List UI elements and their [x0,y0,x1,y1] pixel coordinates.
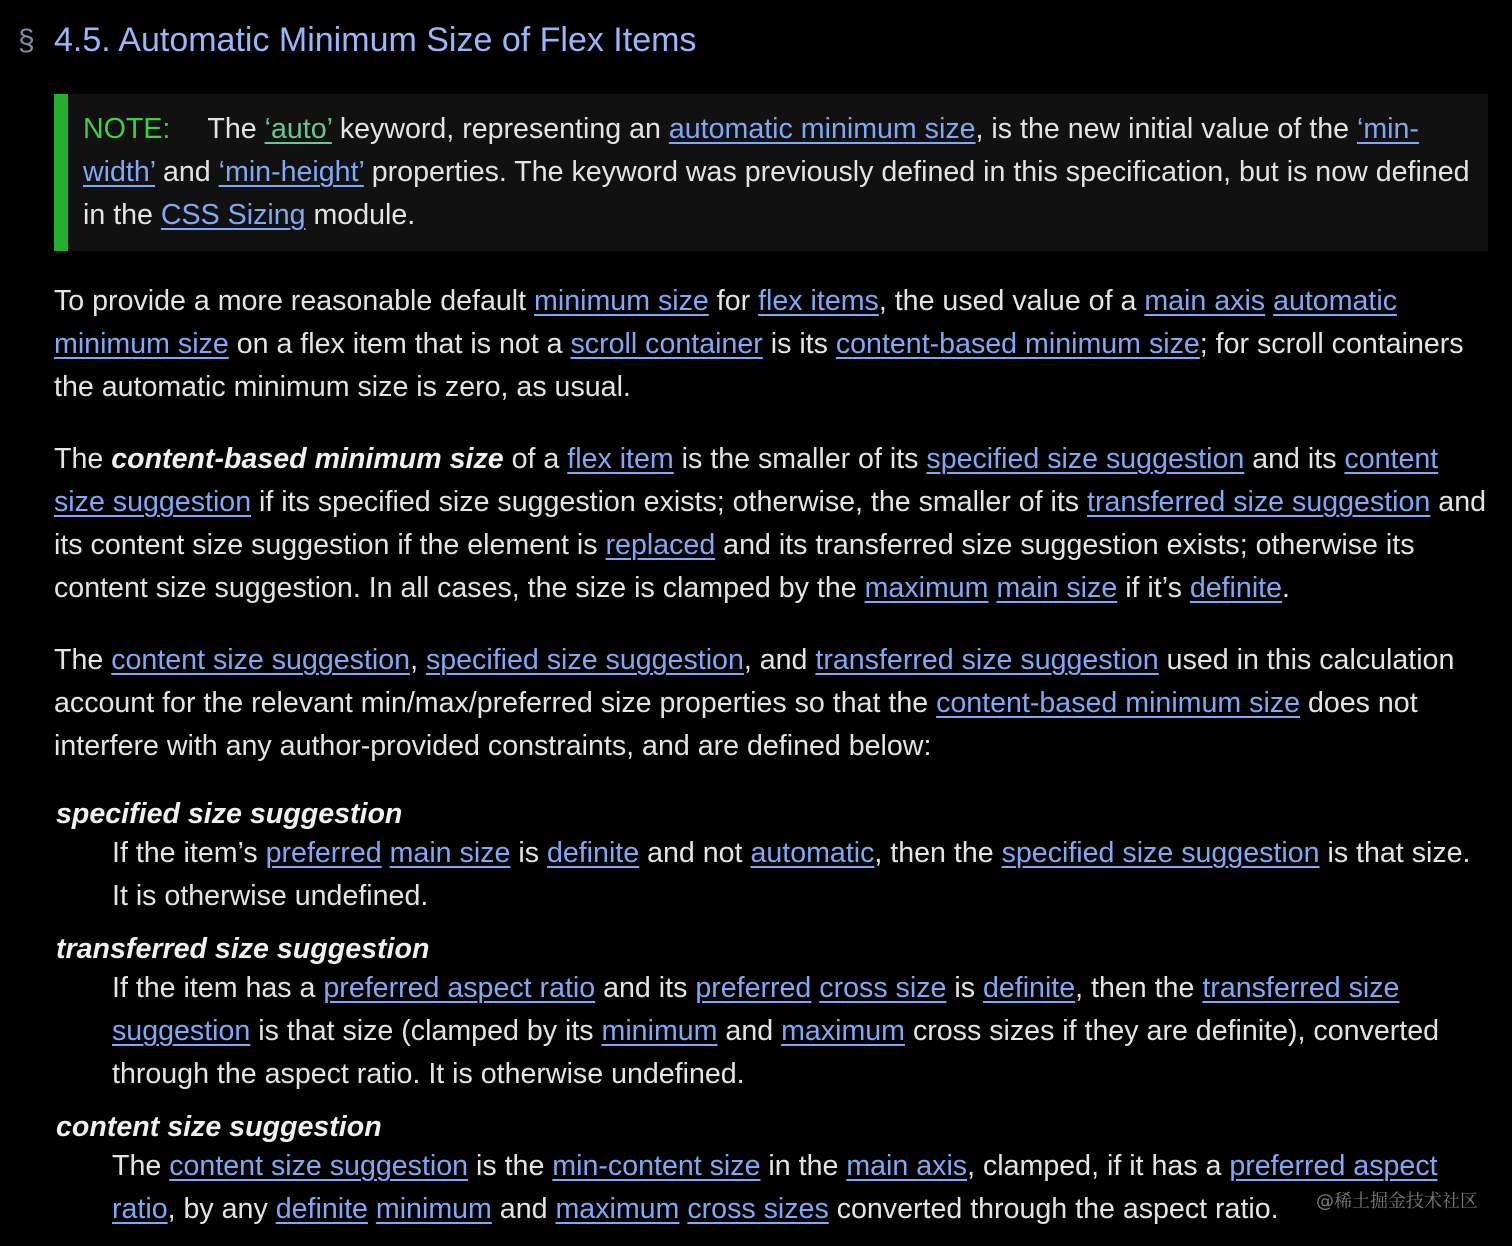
text-run: and its [1244,443,1345,475]
section-heading [18,0,1488,60]
text-run: The [112,1150,170,1182]
text-run: is the [468,1150,553,1182]
definition-list [54,797,1488,1231]
link-definite[interactable]: definite [982,972,1076,1004]
note-text [83,113,1470,231]
link-transferred-size-suggestion[interactable]: transferred size suggestion [112,972,1400,1047]
link-preferred[interactable]: preferred [265,837,382,869]
link-automatic-minimum-size[interactable]: automatic minimum size [668,113,976,145]
text-run: is its [762,328,836,360]
paragraph-suggestions [54,639,1488,768]
text-run: is [946,972,983,1004]
link-scroll-container[interactable]: scroll container [570,328,763,360]
text-run: and not [639,837,751,869]
link-flex-item[interactable]: flex item [567,443,674,475]
link-maximum[interactable]: maximum [781,1015,906,1047]
link-content-based-minimum-size[interactable]: content-based minimum size [936,687,1301,719]
text-run: , and [743,644,816,676]
definition-body-content-size-suggestion [112,1145,1488,1231]
definition-body-specified-size-suggestion [112,832,1488,918]
text-run: does not interfere with any author-provided constraints, and are defined below: [54,687,1418,762]
link-content-based-minimum-size[interactable]: content-based minimum size [835,328,1200,360]
text-run: , clamped, if it has a [967,1150,1230,1182]
text-run: of a [503,443,568,475]
text-run: , then the [874,837,1002,869]
section-self-link[interactable]: § [18,24,35,57]
link-automatic[interactable]: automatic [750,837,875,869]
text-run: is [510,837,547,869]
text-run: If the item has a [112,972,324,1004]
text-run: is that size. It is otherwise undefined. [112,837,1471,912]
text-run: To provide a more reasonable default [54,285,535,317]
text-run: The [54,443,112,475]
text-run: on a flex item that is not a [228,328,571,360]
text-run: The [207,113,265,145]
text-run: properties. The keyword was previously defined in this specification, but is now defined in the [83,156,1470,231]
link-specified-size-suggestion[interactable]: specified size suggestion [926,443,1245,475]
definition-term-specified-size-suggestion: specified size suggestion [56,798,403,830]
text-run: used in this calculation account for the relevant min/max/preferred size properties so that the [54,644,1455,719]
text-run: in the [760,1150,847,1182]
link-cross-sizes[interactable]: cross sizes [687,1193,829,1225]
text-run: The [54,644,112,676]
link-min-width[interactable]: ‘min-width’ [83,113,1419,188]
link-main-size[interactable]: main size [389,837,511,869]
link-specified-size-suggestion[interactable]: specified size suggestion [425,644,744,676]
text-run: if its specified size suggestion exists; otherwise, the smaller of its [251,486,1088,518]
link-cross-size[interactable]: cross size [819,972,947,1004]
link-definite[interactable]: definite [1189,572,1283,604]
text-run: , is the new initial value of the [975,113,1357,145]
link-definite[interactable]: definite [546,837,640,869]
note-box [54,94,1488,251]
text-run: and [717,1015,782,1047]
text-run: converted through the aspect ratio. [828,1193,1279,1225]
link-minimum[interactable]: minimum [375,1193,492,1225]
paragraph-minimum-size [54,280,1488,409]
link-content-size-suggestion[interactable]: content size suggestion [169,1150,469,1182]
text-run: for [708,285,759,317]
link-preferred-aspect-ratio[interactable]: preferred aspect ratio [112,1150,1438,1225]
section-title: 4.5. Automatic Minimum Size of Flex Items [54,21,697,59]
definition-term-content-size-suggestion: content size suggestion [56,1111,382,1143]
text-run: if it’s [1117,572,1190,604]
text-run [368,1193,376,1225]
link-specified-size-suggestion[interactable]: specified size suggestion [1001,837,1320,869]
link-transferred-size-suggestion[interactable]: transferred size suggestion [815,644,1159,676]
link-main-axis[interactable]: main axis [846,1150,968,1182]
link-content-size-suggestion[interactable]: content size suggestion [111,644,411,676]
text-run: . [1282,572,1290,604]
text-run: module. [305,199,416,231]
link-main-axis[interactable]: main axis [1144,285,1266,317]
text-run: and its transferred size suggestion exists; otherwise its content size suggestion. In all cases, the size is clamped by the [54,529,1415,604]
text-run: and its [595,972,696,1004]
link-preferred-aspect-ratio[interactable]: preferred aspect ratio [323,972,596,1004]
defined-term: content-based minimum size [111,443,504,475]
link-auto[interactable]: ‘auto’ [264,113,332,145]
text-run: , by any [167,1193,276,1225]
link-min-content-size[interactable]: min-content size [552,1150,761,1182]
text-run: If the item’s [112,837,266,869]
text-run: cross sizes if they are definite), converted through the aspect ratio. It is otherwise undefined. [112,1015,1439,1090]
paragraph-content-based-minimum-size [54,438,1488,610]
link-min-height[interactable]: ‘min-height’ [218,156,364,188]
text-run [382,837,390,869]
definition-body-transferred-size-suggestion [112,967,1488,1096]
link-preferred[interactable]: preferred [695,972,812,1004]
text-run: and its content size suggestion if the element is [54,486,1486,561]
link-minimum-size[interactable]: minimum size [534,285,709,317]
text-run: and [155,156,219,188]
text-run: keyword, representing an [331,113,669,145]
link-automatic-minimum-size[interactable]: automatic minimum size [54,285,1398,360]
text-run: is that size (clamped by its [250,1015,602,1047]
text-run: , the used value of a [878,285,1145,317]
link-maximum[interactable]: maximum [864,572,989,604]
definition-term-transferred-size-suggestion: transferred size suggestion [56,933,430,965]
text-run: and [491,1193,556,1225]
link-flex-items[interactable]: flex items [758,285,879,317]
link-css-sizing[interactable]: CSS Sizing [160,199,306,231]
note-label: NOTE: [83,113,171,145]
link-content-size-suggestion[interactable]: content size suggestion [54,443,1439,518]
link-main-size[interactable]: main size [996,572,1118,604]
text-run: ; for scroll containers the automatic minimum size is zero, as usual. [54,328,1464,403]
text-run: , then the [1075,972,1203,1004]
link-replaced[interactable]: replaced [605,529,716,561]
link-maximum[interactable]: maximum [555,1193,680,1225]
text-run: , [410,644,426,676]
link-minimum[interactable]: minimum [601,1015,718,1047]
link-definite[interactable]: definite [275,1193,368,1225]
watermark: @稀土掘金技术社区 [1316,1191,1478,1212]
text-run [1265,285,1273,317]
text-run: is the smaller of its [673,443,927,475]
link-transferred-size-suggestion[interactable]: transferred size suggestion [1087,486,1431,518]
